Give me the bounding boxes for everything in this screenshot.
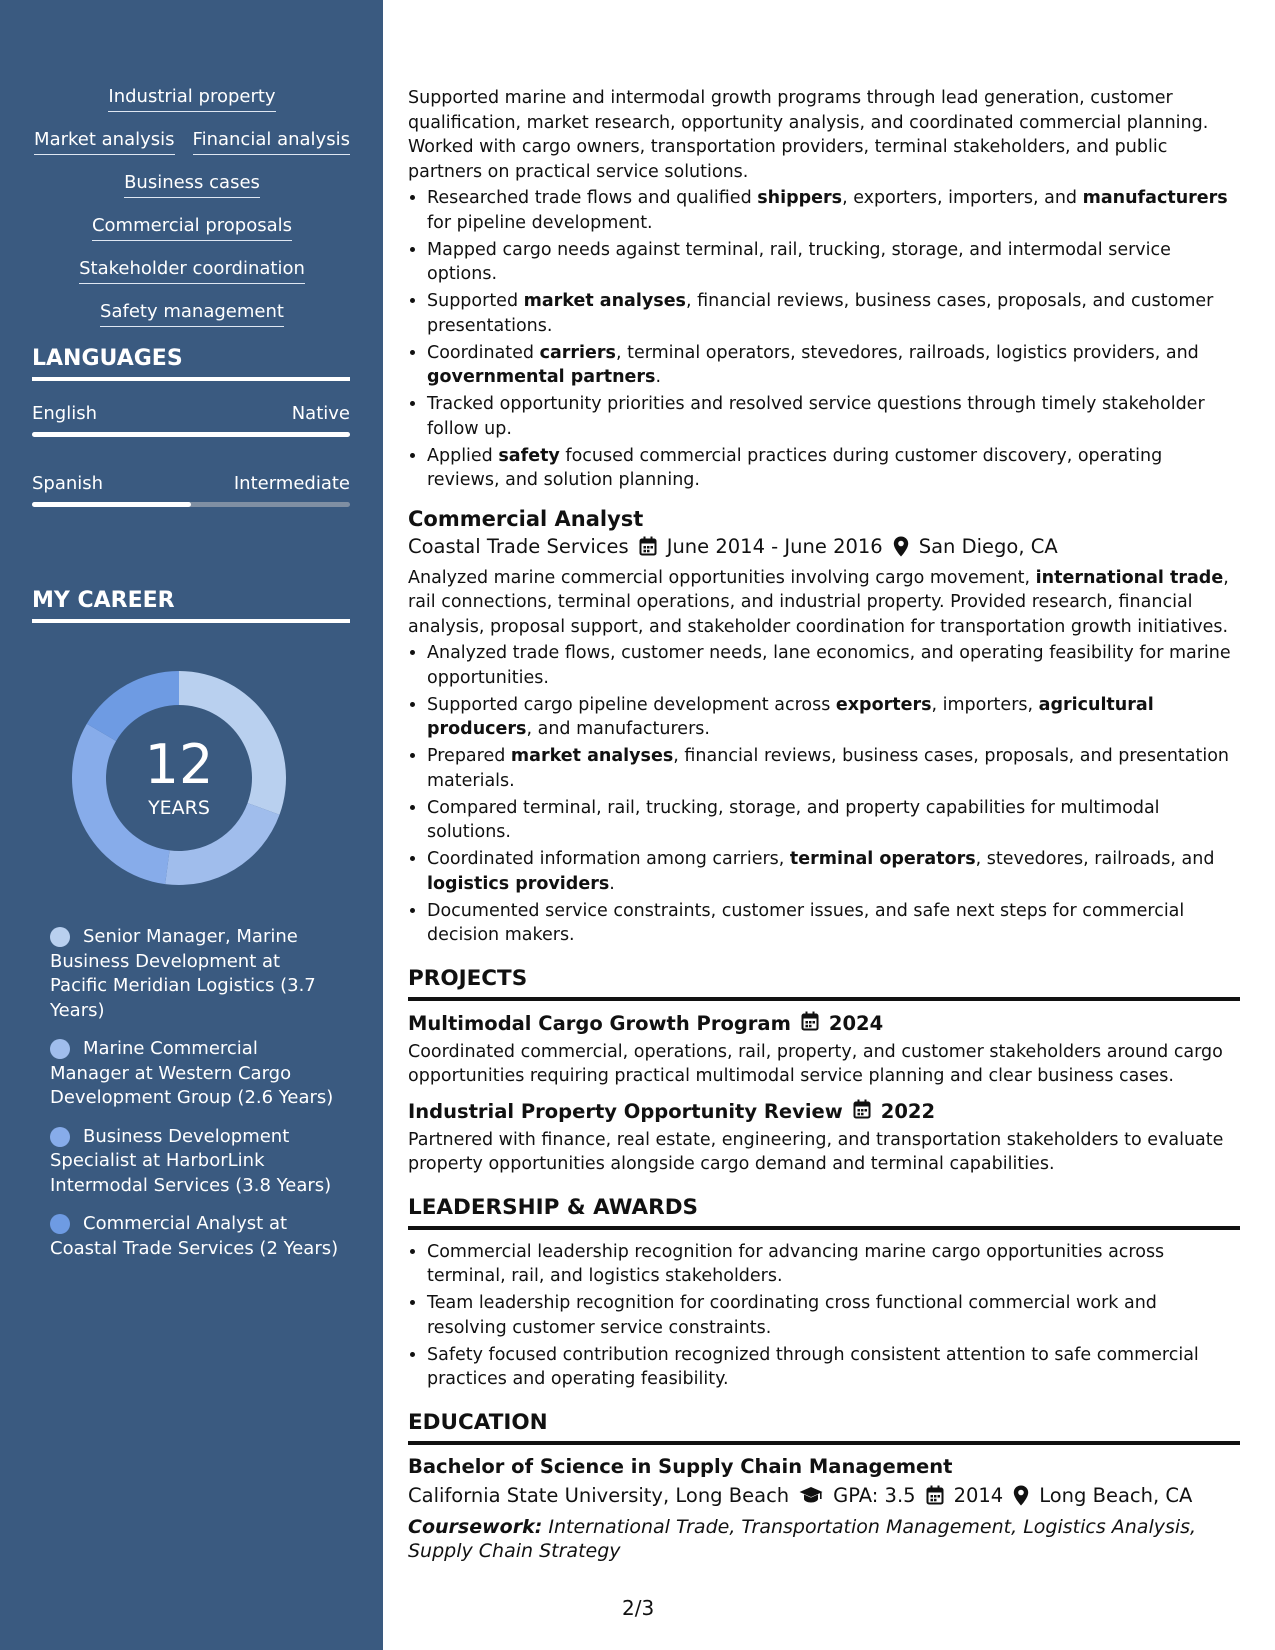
project-title: Industrial Property Opportunity Review — [408, 1099, 843, 1123]
job-meta — [408, 535, 1240, 558]
experience-bullets — [408, 186, 1240, 493]
skills-list — [32, 86, 352, 327]
education-location: Long Beach, CA — [1039, 1483, 1193, 1507]
main-content — [408, 86, 1240, 1563]
career-years-label: YEARS — [148, 797, 210, 819]
education-coursework: Coursework: International Trade, Transportation Management, Logistics Analysis, Supply Chain Strategy — [408, 1515, 1197, 1562]
calendar-icon — [853, 1099, 871, 1124]
education-gpa: GPA: 3.5 — [833, 1483, 916, 1507]
bullet-item: • Analyzed trade flows, customer needs, lane economics, and operating feasibility for marine opportunities. — [427, 641, 1240, 690]
skill-tag: Business cases — [124, 172, 260, 198]
skill-tag: Industrial property — [108, 86, 275, 112]
job-bullets — [408, 641, 1240, 948]
career-legend-item — [50, 1212, 340, 1261]
career-legend-text: Commercial Analyst at Coastal Trade Services (2 Years) — [50, 1213, 339, 1259]
legend-dot-icon — [50, 1039, 70, 1059]
language-english — [32, 403, 350, 437]
bullet-item: • Prepared market analyses, financial reviews, business cases, proposals, and presentation materials. — [427, 744, 1240, 793]
graduation-cap-icon — [799, 1486, 823, 1504]
bullet-item: • Supported market analyses, financial reviews, business cases, proposals, and customer presentations. — [427, 289, 1240, 338]
leadership-heading: LEADERSHIP & AWARDS — [408, 1195, 1240, 1230]
skill-tag: Stakeholder coordination — [79, 258, 305, 284]
career-legend-text: Marine Commercial Manager at Western Cargo Development Group (2.6 Years) — [50, 1038, 334, 1108]
education-degree: Bachelor of Science in Supply Chain Management — [408, 1454, 953, 1478]
project-item — [408, 1099, 1240, 1177]
legend-dot-icon — [50, 1127, 70, 1147]
skill-tag: Safety management — [100, 301, 284, 327]
job-dates: June 2014 - June 2016 — [666, 534, 883, 558]
calendar-icon — [801, 1011, 819, 1036]
career-heading: MY CAREER — [32, 588, 350, 623]
job-summary: Analyzed marine commercial opportunities involving cargo movement, international trade, rail connections, terminal operations, and industrial property. Provided research, financial analysis, proposal support, and stakeholder coordination for transportation growth initiatives. — [408, 567, 1229, 637]
language-level: Native — [291, 403, 350, 424]
bullet-item: • Coordinated carriers, terminal operators, stevedores, railroads, logistics providers, and governmental partners. — [427, 341, 1240, 390]
language-proficiency-fill — [32, 502, 191, 507]
bullet-item: • Tracked opportunity priorities and resolved service questions through timely stakeholder follow up. — [427, 392, 1240, 441]
education-school: California State University, Long Beach — [408, 1483, 790, 1507]
page-number: 2/3 — [622, 1596, 655, 1620]
job-location: San Diego, CA — [918, 534, 1058, 558]
career-legend — [50, 925, 340, 1275]
project-year: 2024 — [828, 1011, 884, 1035]
skill-tag: Financial analysis — [193, 129, 350, 155]
job-company: Coastal Trade Services — [408, 534, 629, 558]
language-level: Intermediate — [233, 473, 350, 494]
sidebar — [0, 0, 383, 1650]
career-legend-text: Senior Manager, Marine Business Development at Pacific Meridian Logistics (3.7 Years) — [50, 926, 316, 1021]
education-heading: EDUCATION — [408, 1410, 1240, 1445]
career-legend-item — [50, 925, 340, 1023]
languages-heading: LANGUAGES — [32, 346, 350, 381]
bullet-item: • Researched trade flows and qualified shippers, exporters, importers, and manufacturers for pipeline development. — [427, 186, 1240, 235]
leadership-item: • Commercial leadership recognition for advancing marine cargo opportunities across terminal, rail, and logistics stakeholders. — [427, 1240, 1240, 1289]
donut-slice — [87, 671, 179, 741]
career-donut-chart — [66, 665, 292, 891]
legend-dot-icon — [50, 1214, 70, 1234]
leadership-item: • Team leadership recognition for coordinating cross functional commercial work and resolving customer service constraints. — [427, 1291, 1240, 1340]
career-legend-item — [50, 1125, 340, 1199]
location-pin-icon — [1013, 1485, 1029, 1506]
language-spanish — [32, 473, 350, 507]
project-item — [408, 1011, 1240, 1089]
language-name: Spanish — [32, 473, 104, 494]
calendar-icon — [639, 536, 657, 556]
education-year: 2014 — [953, 1483, 1004, 1507]
skill-tag: Commercial proposals — [92, 215, 292, 241]
language-name: English — [32, 403, 97, 424]
leadership-list — [408, 1240, 1240, 1392]
bullet-item: • Applied safety focused commercial practices during customer discovery, operating reviews, and solution planning. — [427, 444, 1240, 493]
experience-summary: Supported marine and intermodal growth programs through lead generation, customer qualification, market research, opportunity analysis, and coordinated commercial planning. Worked with cargo owners, transportation providers, terminal stakeholders, and public partners on practical service solutions. — [408, 88, 1209, 182]
language-proficiency-fill — [32, 432, 350, 437]
location-pin-icon — [893, 536, 909, 557]
language-proficiency-bar — [32, 432, 350, 437]
career-total-years: 12 — [144, 733, 214, 796]
project-title: Multimodal Cargo Growth Program — [408, 1011, 791, 1035]
bullet-item: • Documented service constraints, customer issues, and safe next steps for commercial decision makers. — [427, 899, 1240, 948]
job-title: Commercial Analyst — [408, 506, 644, 531]
project-description: Partnered with finance, real estate, engineering, and transportation stakeholders to evaluate property opportunities alongside cargo demand and terminal capabilities. — [408, 1129, 1224, 1174]
legend-dot-icon — [50, 927, 70, 947]
projects-heading: PROJECTS — [408, 966, 1240, 1001]
education-meta — [408, 1484, 1240, 1507]
leadership-item: • Safety focused contribution recognized through consistent attention to safe commercial practices and operating feasibility. — [427, 1343, 1240, 1392]
skill-tag: Market analysis — [34, 129, 174, 155]
language-proficiency-bar — [32, 502, 350, 507]
career-legend-text: Business Development Specialist at HarborLink Intermodal Services (3.8 Years) — [50, 1125, 332, 1196]
bullet-item: • Compared terminal, rail, trucking, storage, and property capabilities for multimodal solutions. — [427, 796, 1240, 845]
career-legend-item — [50, 1037, 340, 1111]
bullet-item: • Mapped cargo needs against terminal, rail, trucking, storage, and intermodal service options. — [427, 238, 1240, 287]
bullet-item: • Coordinated information among carriers, terminal operators, stevedores, railroads, and logistics providers. — [427, 847, 1240, 896]
bullet-item: • Supported cargo pipeline development across exporters, importers, agricultural producers, and manufacturers. — [427, 693, 1240, 742]
project-year: 2022 — [880, 1099, 936, 1123]
project-description: Coordinated commercial, operations, rail, property, and customer stakeholders around cargo opportunities requiring practical multimodal service planning and clear business cases. — [408, 1041, 1223, 1086]
calendar-icon — [926, 1485, 944, 1505]
